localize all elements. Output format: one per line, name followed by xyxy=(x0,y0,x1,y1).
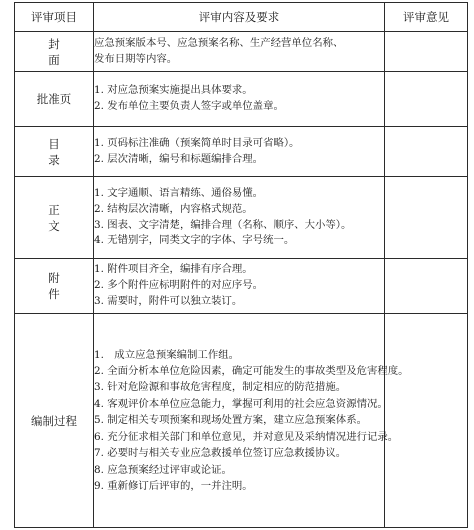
content-line: 1. 附件项目齐全，编排有序合理。 xyxy=(94,263,253,276)
header-review-content: 评审内容及要求 xyxy=(94,3,385,32)
content-line: 8. 应急预案经过评审或论证。 xyxy=(94,463,232,476)
content-line: 1. 成立应急预案编制工作组。 xyxy=(94,348,239,361)
table-row-cover xyxy=(15,32,468,72)
content-line: 1. 对应急预案实施提出具体要求。 xyxy=(94,84,253,97)
header-review-item: 评审项目 xyxy=(15,3,94,32)
opinion-cell[interactable] xyxy=(385,177,468,259)
content-line: 9. 重新修订后评审的，一并注明。 xyxy=(94,479,253,492)
content-line: 2. 层次清晰，编号和标题编排合理。 xyxy=(94,152,264,165)
content-line: 6. 充分征求相关部门和单位意见，并对意见及采纳情况进行记录。 xyxy=(94,430,399,443)
item-cell: 封 面 xyxy=(15,32,94,72)
item-cell: 目 录 xyxy=(15,127,94,177)
content-line: 7. 必要时与相关专业应急救援单位签订应急救援协议。 xyxy=(94,447,347,460)
content-line: 2. 结构层次清晰，内容格式规范。 xyxy=(94,202,253,215)
opinion-cell[interactable] xyxy=(385,314,468,528)
table-header-row xyxy=(15,3,468,32)
content-line: 2. 发布单位主要负责人签字或单位盖章。 xyxy=(94,100,284,112)
table-row-compilation-process xyxy=(15,314,468,528)
content-cell xyxy=(94,72,385,127)
opinion-cell[interactable] xyxy=(385,32,468,72)
item-cell: 附 件 xyxy=(15,259,94,314)
content-line: 1. 页码标注准确（预案简单时目录可省略）。 xyxy=(94,136,300,149)
item-cell: 编制过程 xyxy=(15,314,94,528)
item-cell: 正 文 xyxy=(15,177,94,259)
opinion-cell[interactable] xyxy=(385,72,468,127)
content-cell xyxy=(94,32,385,72)
content-line: 4. 无错别字，同类文字的字体、字号统一。 xyxy=(94,234,295,247)
content-line: 应急预案版本号、应急预案名称、生产经营单位名称、 xyxy=(94,36,344,49)
table-row-body-text xyxy=(15,177,468,259)
header-review-opinion: 评审意见 xyxy=(385,3,468,32)
content-line: 3. 需要时，附件可以独立装订。 xyxy=(94,294,243,307)
content-line: 5. 制定相关专项预案和现场处置方案，建立应急预案体系。 xyxy=(94,414,367,427)
content-line: 3. 针对危险源和事故危害程度，制定相应的防范措施。 xyxy=(94,381,347,394)
content-line: 1. 文字通顺、语言精练、通俗易懂。 xyxy=(94,186,264,199)
content-line: 2. 多个附件应标明附件的对应序号。 xyxy=(94,279,264,292)
review-table xyxy=(14,2,468,528)
table-row-attachments xyxy=(15,259,468,314)
table-row-toc xyxy=(15,127,468,177)
content-cell xyxy=(94,127,385,177)
content-line: 3. 图表、文字清楚，编排合理（名称、顺序、大小等）。 xyxy=(94,218,352,231)
content-line: 2. 全面分析本单位危险因素，确定可能发生的事故类型及危害程度。 xyxy=(94,365,409,378)
content-line: 4. 客观评价本单位应急能力，掌握可利用的社会应急资源情况。 xyxy=(94,397,388,410)
content-cell xyxy=(94,314,409,528)
content-cell xyxy=(94,259,385,314)
opinion-cell[interactable] xyxy=(385,127,468,177)
opinion-cell[interactable] xyxy=(385,259,468,314)
item-cell: 批准页 xyxy=(15,72,94,127)
content-cell xyxy=(94,177,385,259)
content-line: 发布日期等内容。 xyxy=(94,52,178,65)
table-row-approval xyxy=(15,72,468,127)
